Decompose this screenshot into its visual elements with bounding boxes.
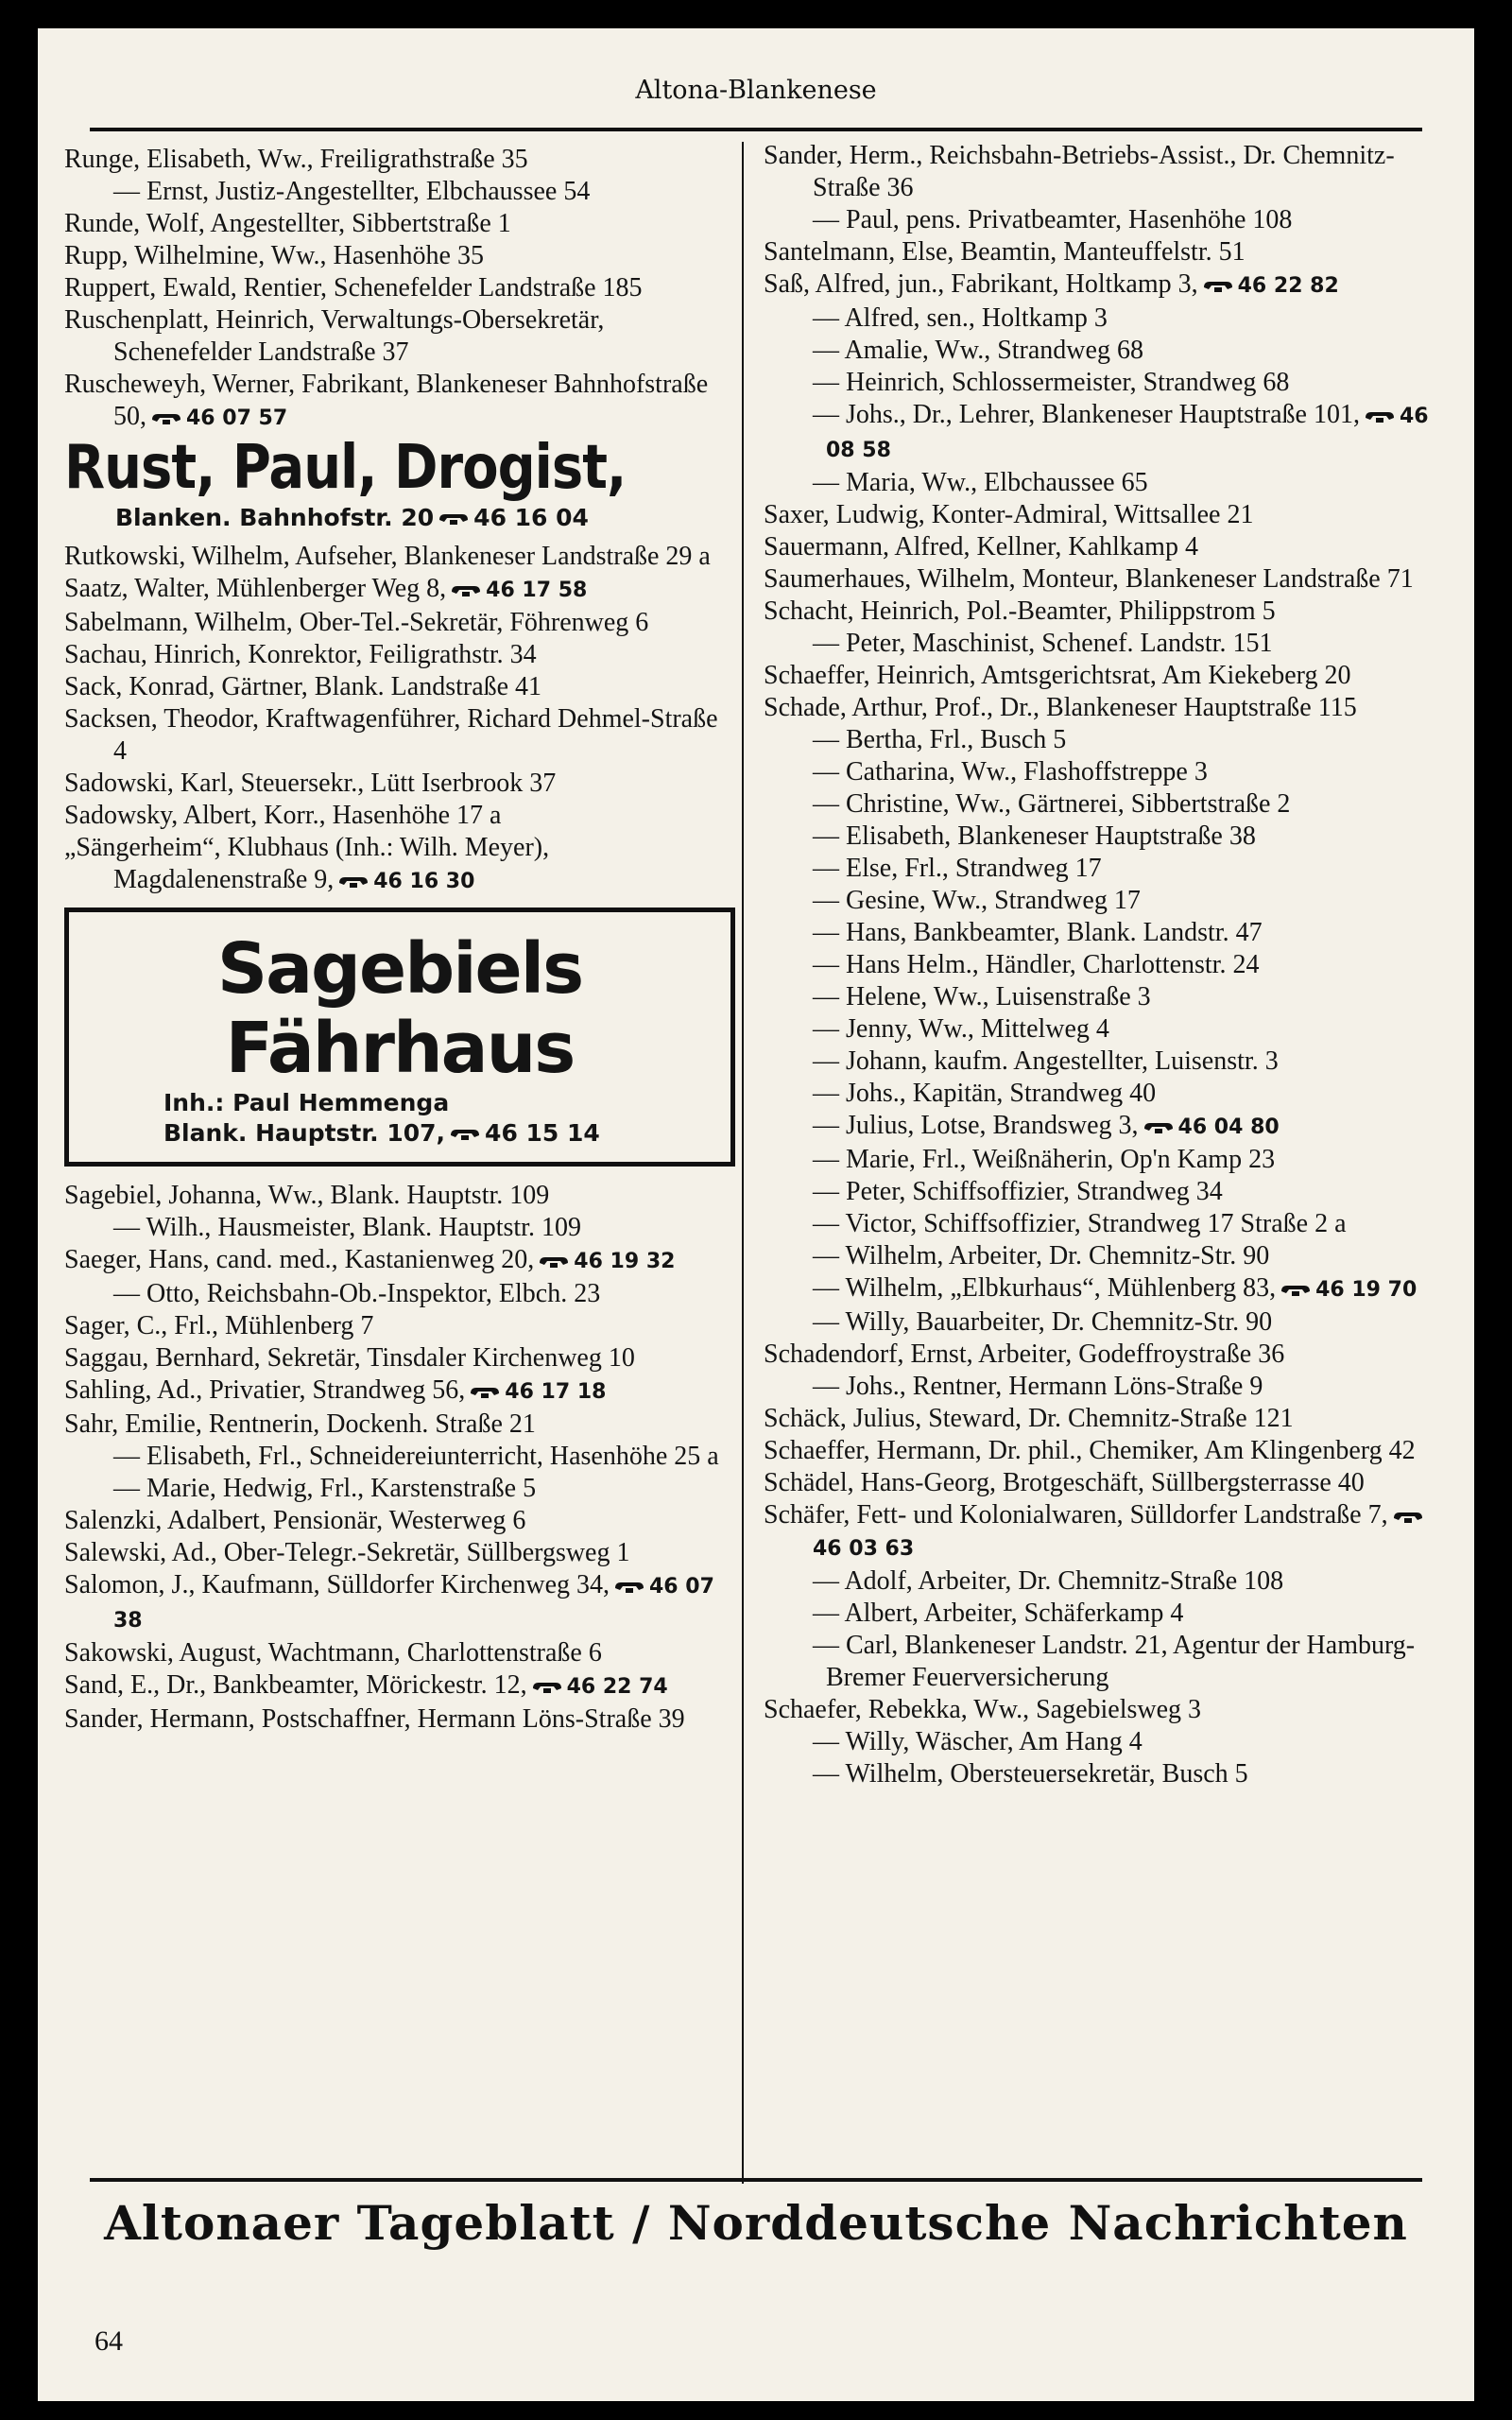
entry-text: — Christine, Ww., Gärtnerei, Sibbertstraße 2 [813, 789, 1291, 819]
advertisement-rust-drogist [64, 432, 735, 533]
entry-text: — Heinrich, Schlossermeister, Strandweg 68 [813, 368, 1290, 397]
entry-text: — Albert, Arbeiter, Schäferkamp 4 [813, 1599, 1184, 1628]
entry-text: — Wilhelm, „Elbkurhaus“, Mühlenberg 83, [813, 1273, 1277, 1303]
entry-text: Schäck, Julius, Steward, Dr. Chemnitz-Straße 121 [764, 1404, 1294, 1433]
entry-text: — Marie, Hedwig, Frl., Karstenstraße 5 [113, 1474, 537, 1503]
directory-entry [64, 800, 735, 832]
entry-text: — Otto, Reichsbahn-Ob.-Inspektor, Elbch. 23 [113, 1279, 601, 1308]
entry-text: Sadowski, Karl, Steuersekr., Lütt Iserbrook 37 [64, 769, 557, 798]
telephone-handset-icon [1202, 279, 1234, 294]
entry-text: — Bertha, Frl., Busch 5 [813, 725, 1067, 754]
directory-entry [764, 917, 1453, 949]
footer-banner: Altonaer Tageblatt / Norddeutsche Nachrichten [104, 2195, 1408, 2251]
entry-text: — Peter, Maschinist, Schenef. Landstr. 151 [813, 629, 1273, 658]
entry-text: Sachau, Hinrich, Konrektor, Feiligrathstr. 34 [64, 640, 537, 669]
directory-entry [764, 788, 1453, 821]
advertisement-sagebiels-faehrhaus [64, 908, 735, 1167]
directory-entry [64, 1669, 735, 1703]
directory-entry [764, 1306, 1453, 1339]
directory-entry [764, 692, 1453, 724]
entry-text: — Hans Helm., Händler, Charlottenstr. 24 [813, 950, 1260, 979]
entry-text: — Wilhelm, Obersteuersekretär, Busch 5 [813, 1759, 1248, 1789]
entry-text: — Else, Frl., Strandweg 17 [813, 854, 1102, 883]
directory-entry [64, 240, 735, 272]
phone-number: 46 07 38 [113, 1575, 714, 1633]
telephone-handset-icon [450, 583, 482, 598]
directory-entry [64, 573, 735, 607]
directory-entry [64, 272, 735, 304]
entry-text: Saß, Alfred, jun., Fabrikant, Holtkamp 3, [764, 269, 1198, 299]
phone-number: 46 03 63 [813, 1537, 915, 1561]
entry-text: — Willy, Bauarbeiter, Dr. Chemnitz-Str. 90 [813, 1307, 1273, 1337]
entry-text: Schaefer, Rebekka, Ww., Sagebielsweg 3 [764, 1695, 1202, 1724]
directory-entry [64, 832, 735, 898]
running-header: Altona-Blankenese [635, 76, 877, 105]
directory-entry [64, 1637, 735, 1669]
directory-entry [64, 208, 735, 240]
entry-text: — Johs., Rentner, Hermann Löns-Straße 9 [813, 1372, 1263, 1401]
directory-entry [764, 531, 1453, 563]
directory-entry [764, 1339, 1453, 1371]
directory-entry [764, 1371, 1453, 1403]
directory-entry [764, 821, 1453, 853]
entry-text: Sander, Herm., Reichsbahn-Betriebs-Assist., Dr. Chemnitz-Straße 36 [764, 141, 1395, 202]
entry-text: — Wilhelm, Arbeiter, Dr. Chemnitz-Str. 90 [813, 1241, 1270, 1270]
entry-text: „Sängerheim“, Klubhaus (Inh.: Wilh. Meyer), Magdalenenstraße 9, [64, 833, 550, 894]
directory-entry [764, 467, 1453, 499]
entry-text: Sadowsky, Albert, Korr., Hasenhöhe 17 a [64, 801, 502, 830]
entry-text: — Johs., Kapitän, Strandweg 40 [813, 1079, 1157, 1108]
entry-text: Saatz, Walter, Mühlenberger Weg 8, [64, 574, 447, 603]
directory-entry [64, 1342, 735, 1374]
entry-text: Saggau, Bernhard, Sekretär, Tinsdaler Kirchenweg 10 [64, 1343, 635, 1373]
directory-entry [764, 268, 1453, 302]
ad-business-name: Sagebiels Fährhaus [216, 928, 583, 1089]
entry-text: Sager, C., Frl., Mühlenberg 7 [64, 1311, 374, 1340]
directory-entry [764, 236, 1453, 268]
ad-address: Blank. Hauptstr. 107, [163, 1119, 446, 1147]
directory-entry [64, 1180, 735, 1212]
directory-entry [764, 399, 1453, 467]
directory-entry [764, 885, 1453, 917]
directory-entry [764, 140, 1453, 204]
directory-entry [764, 302, 1453, 335]
entry-text: — Johann, kaufm. Angestellter, Luisenstr. 3 [813, 1046, 1279, 1076]
directory-entry [764, 1435, 1453, 1467]
directory-entry [764, 724, 1453, 756]
entry-text: Sabelmann, Wilhelm, Ober-Tel.-Sekretär, Föhrenweg 6 [64, 608, 649, 637]
directory-entry [764, 1694, 1453, 1726]
directory-entry [64, 1212, 735, 1244]
directory-entry [64, 703, 735, 768]
directory-entry [64, 1473, 735, 1505]
entry-text: Schädel, Hans-Georg, Brotgeschäft, Süllbergsterrasse 40 [764, 1468, 1365, 1497]
header-rule [90, 128, 1422, 131]
directory-entry [764, 1240, 1453, 1272]
telephone-handset-icon [531, 1680, 563, 1695]
entry-text: Sahling, Ad., Privatier, Strandweg 56, [64, 1375, 466, 1405]
entry-text: — Amalie, Ww., Strandweg 68 [813, 336, 1143, 365]
entry-text: — Elisabeth, Blankeneser Hauptstraße 38 [813, 821, 1256, 851]
phone-number: 46 22 74 [566, 1675, 668, 1699]
directory-entry [64, 1537, 735, 1569]
entry-text: — Carl, Blankeneser Landstr. 21, Agentur der Hamburg-Bremer Feuerversicherung [813, 1631, 1416, 1692]
directory-entry [64, 671, 735, 703]
phone-number: 46 16 04 [473, 504, 589, 531]
paper-sheet [38, 28, 1474, 2401]
directory-entry [64, 1569, 735, 1637]
entry-text: Ruschenplatt, Heinrich, Verwaltungs-Obersekretär, Schenefelder Landstraße 37 [64, 305, 605, 367]
ad-owner: Inh.: Paul Hemmenga [163, 1089, 450, 1116]
entry-text: — Johs., Dr., Lehrer, Blankeneser Hauptstraße 101, [813, 400, 1360, 429]
phone-number: 46 07 57 [186, 406, 288, 430]
directory-entry [764, 660, 1453, 692]
ad-address: Blanken. Bahnhofstr. 20 [115, 504, 435, 531]
phone-number: 46 17 58 [486, 579, 588, 602]
entry-text: Ruppert, Ewald, Rentier, Schenefelder Landstraße 185 [64, 273, 643, 302]
directory-entry [764, 367, 1453, 399]
page-number: 64 [94, 2325, 123, 2357]
entry-text: — Gesine, Ww., Strandweg 17 [813, 886, 1141, 915]
directory-entry [64, 607, 735, 639]
directory-entry [764, 1144, 1453, 1176]
directory-entry [64, 1441, 735, 1473]
directory-entry [64, 1505, 735, 1537]
directory-entry [764, 1208, 1453, 1240]
directory-entry [64, 1703, 735, 1736]
entry-text: Schadendorf, Ernst, Arbeiter, Godeffroystraße 36 [764, 1340, 1285, 1369]
entry-text: Rupp, Wilhelmine, Ww., Hasenhöhe 35 [64, 241, 484, 270]
directory-entry [764, 981, 1453, 1013]
entry-text: — Willy, Wäscher, Am Hang 4 [813, 1727, 1143, 1756]
directory-entry [64, 176, 735, 208]
directory-entry [764, 949, 1453, 981]
entry-text: — Helene, Ww., Luisenstraße 3 [813, 982, 1151, 1011]
directory-entry [764, 1758, 1453, 1790]
directory-entry [764, 1046, 1453, 1078]
entry-text: Schaeffer, Heinrich, Amtsgerichtsrat, Am Kiekeberg 20 [764, 661, 1351, 690]
entry-text: — Peter, Schiffsoffizier, Strandweg 34 [813, 1177, 1223, 1206]
footer-rule [90, 2178, 1422, 2182]
telephone-handset-icon [337, 874, 369, 890]
entry-text: Saeger, Hans, cand. med., Kastanienweg 20, [64, 1245, 535, 1274]
telephone-handset-icon [1392, 1510, 1424, 1525]
telephone-handset-icon [1364, 409, 1396, 424]
entry-text: Sand, E., Dr., Bankbeamter, Mörickestr. 12, [64, 1670, 527, 1700]
directory-entry [764, 1565, 1453, 1598]
entry-text: Salewski, Ad., Ober-Telegr.-Sekretär, Süllbergsweg 1 [64, 1538, 630, 1567]
entry-text: Ruscheweyh, Werner, Fabrikant, Blankeneser Bahnhofstraße 50, [64, 370, 709, 431]
entry-text: — Elisabeth, Frl., Schneidereiunterricht, Hasenhöhe 25 a [113, 1442, 719, 1471]
directory-entry [64, 1244, 735, 1278]
entry-text: — Marie, Frl., Weißnäherin, Op'n Kamp 23 [813, 1145, 1276, 1174]
telephone-handset-icon [438, 511, 470, 527]
directory-entry [64, 304, 735, 369]
entry-text: Sack, Konrad, Gärtner, Blank. Landstraße 41 [64, 672, 542, 701]
directory-entry [764, 1726, 1453, 1758]
entry-text: Schaeffer, Hermann, Dr. phil., Chemiker, Am Klingenberg 42 [764, 1436, 1416, 1465]
entry-text: Sahr, Emilie, Rentnerin, Dockenh. Straße 21 [64, 1409, 536, 1439]
directory-entry [64, 768, 735, 800]
entry-text: Schade, Arthur, Prof., Dr., Blankeneser Hauptstraße 115 [764, 693, 1357, 722]
directory-entry [64, 144, 735, 176]
directory-entry [764, 563, 1453, 596]
entry-text: Salenzki, Adalbert, Pensionär, Westerweg 6 [64, 1506, 526, 1535]
directory-entry [764, 1630, 1453, 1694]
directory-entry [64, 1310, 735, 1342]
directory-entry [764, 1013, 1453, 1046]
entry-text: Schäfer, Fett- und Kolonialwaren, Sülldorfer Landstraße 7, [764, 1500, 1388, 1530]
directory-entry [764, 499, 1453, 531]
directory-entry [64, 541, 735, 573]
directory-entry [764, 1403, 1453, 1435]
directory-entry [764, 1598, 1453, 1630]
entry-text: Sander, Hermann, Postschaffner, Hermann Löns-Straße 39 [64, 1704, 685, 1734]
ad-address-line [78, 1118, 721, 1149]
entry-text: — Ernst, Justiz-Angestellter, Elbchaussee 54 [113, 177, 591, 206]
entry-text: Sacksen, Theodor, Kraftwagenführer, Richard Dehmel-Straße 4 [64, 704, 718, 766]
directory-entry [764, 335, 1453, 367]
telephone-handset-icon [150, 411, 182, 426]
entry-text: Runde, Wolf, Angestellter, Sibbertstraße 1 [64, 209, 511, 238]
phone-number: 46 08 58 [826, 405, 1429, 462]
directory-entry [64, 1409, 735, 1441]
entry-text: Sauermann, Alfred, Kellner, Kahlkamp 4 [764, 532, 1198, 562]
entry-text: — Wilh., Hausmeister, Blank. Hauptstr. 109 [113, 1213, 581, 1242]
directory-entry [764, 756, 1453, 788]
telephone-handset-icon [449, 1127, 481, 1142]
phone-number: 46 04 80 [1177, 1115, 1280, 1139]
phone-number: 46 19 70 [1315, 1278, 1418, 1302]
entry-text: — Paul, pens. Privatbeamter, Hasenhöhe 108 [813, 205, 1293, 234]
directory-entry [764, 1272, 1453, 1306]
directory-entry [764, 1499, 1453, 1565]
directory-entry [64, 639, 735, 671]
phone-number: 46 17 18 [505, 1380, 607, 1404]
entry-text: Saxer, Ludwig, Konter-Admiral, Wittsallee 21 [764, 500, 1254, 529]
directory-entry [764, 853, 1453, 885]
telephone-handset-icon [613, 1580, 645, 1595]
ad-owner-line [78, 1088, 721, 1118]
entry-text: Saumerhaues, Wilhelm, Monteur, Blankeneser Landstraße 71 [764, 564, 1414, 594]
right-column [764, 140, 1453, 1790]
directory-entry [764, 628, 1453, 660]
directory-entry [764, 596, 1453, 628]
phone-number: 46 15 14 [485, 1119, 600, 1147]
directory-entry [764, 1176, 1453, 1208]
entry-text: — Hans, Bankbeamter, Blank. Landstr. 47 [813, 918, 1263, 947]
directory-entry [64, 369, 735, 435]
entry-text: — Jenny, Ww., Mittelweg 4 [813, 1014, 1109, 1044]
entry-text: Sakowski, August, Wachtmann, Charlottenstraße 6 [64, 1638, 602, 1668]
entry-text: — Alfred, sen., Holtkamp 3 [813, 303, 1108, 333]
entry-text: — Adolf, Arbeiter, Dr. Chemnitz-Straße 108 [813, 1566, 1284, 1596]
telephone-handset-icon [538, 1254, 570, 1270]
directory-entry [764, 1078, 1453, 1110]
entry-text: Santelmann, Else, Beamtin, Manteuffelstr. 51 [764, 237, 1246, 267]
directory-entry [64, 1374, 735, 1409]
entry-text: — Julius, Lotse, Brandsweg 3, [813, 1111, 1139, 1140]
entry-text: — Catharina, Ww., Flashoffstreppe 3 [813, 757, 1208, 786]
phone-number: 46 19 32 [574, 1250, 676, 1273]
telephone-handset-icon [469, 1385, 501, 1400]
telephone-handset-icon [1143, 1120, 1175, 1135]
left-column [64, 144, 735, 1736]
phone-number: 46 16 30 [373, 870, 475, 893]
telephone-handset-icon [1280, 1283, 1312, 1298]
column-divider [742, 142, 744, 2184]
entry-text: Salomon, J., Kaufmann, Sülldorfer Kirchenweg 34, [64, 1570, 610, 1599]
directory-entry [764, 1110, 1453, 1144]
entry-text: Sagebiel, Johanna, Ww., Blank. Hauptstr. 109 [64, 1181, 550, 1210]
entry-text: — Victor, Schiffsoffizier, Strandweg 17 Straße 2 a [813, 1209, 1347, 1238]
directory-entry [764, 1467, 1453, 1499]
entry-text: — Maria, Ww., Elbchaussee 65 [813, 468, 1148, 497]
phone-number: 46 22 82 [1237, 274, 1339, 298]
ad-business-name: Rust, Paul, Drogist, [64, 432, 627, 503]
directory-entry [64, 1278, 735, 1310]
ad-address-line [64, 503, 735, 533]
entry-text: Schacht, Heinrich, Pol.-Beamter, Philippstrom 5 [764, 596, 1276, 626]
entry-text: Runge, Elisabeth, Ww., Freiligrathstraße 35 [64, 145, 528, 174]
entry-text: Rutkowski, Wilhelm, Aufseher, Blankeneser Landstraße 29 a [64, 542, 711, 571]
directory-entry [764, 204, 1453, 236]
